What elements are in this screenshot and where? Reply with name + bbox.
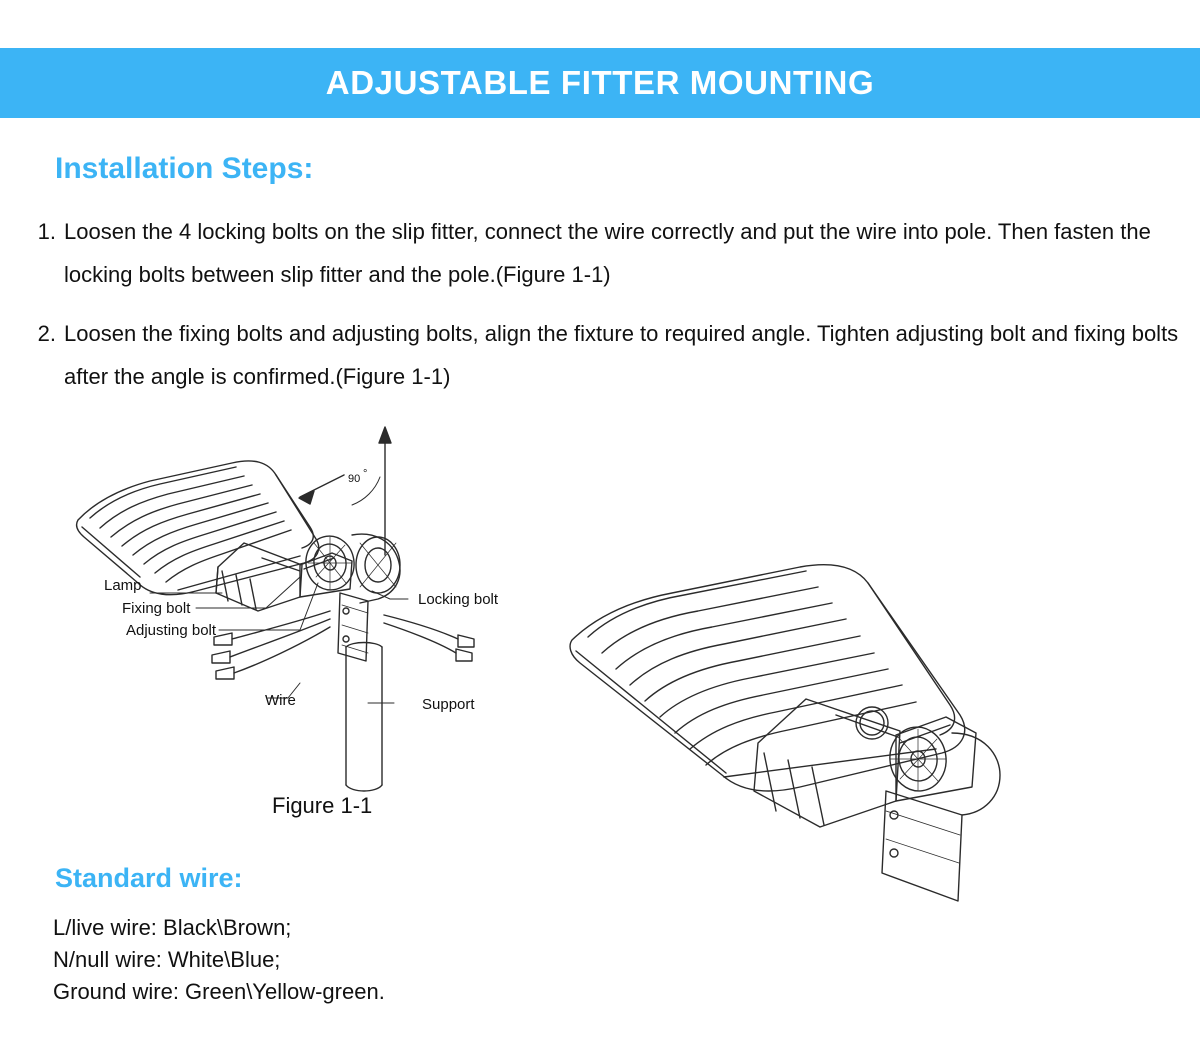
callout-label-support: Support [422, 696, 475, 713]
lamp-housing-right [570, 565, 965, 791]
wire-line-ground: Ground wire: Green\Yellow-green. [53, 979, 385, 1004]
list-item [24, 312, 1184, 398]
callout-label-wire: Wire [265, 692, 296, 709]
figure-caption: Figure 1-1 [272, 793, 373, 818]
wire-line-live: L/live wire: Black\Brown; [53, 915, 292, 940]
installation-steps-heading: Installation Steps: [55, 152, 314, 185]
step-number: 2. [37, 321, 56, 346]
angle-unit-label: ° [363, 468, 368, 480]
step-text: Loosen the 4 locking bolts on the slip fitter, connect the wire correctly and put the wire into pole. Then fasten the locking bolts between slip fitter and the pole.(Figure 1-1) [64, 219, 1151, 287]
installation-steps-list [24, 210, 1184, 414]
figure-area [0, 415, 1200, 855]
callout-leaders [150, 577, 408, 703]
standard-wire-heading: Standard wire: [55, 863, 243, 893]
standard-wire-list [53, 912, 385, 1008]
page-title: ADJUSTABLE FITTER MOUNTING [325, 64, 875, 101]
callout-label-fixing-bolt: Fixing bolt [122, 600, 191, 617]
support-pole [346, 643, 382, 792]
slip-fitter-right [882, 733, 1000, 901]
slip-fitter [338, 534, 400, 661]
step-number: 1. [37, 219, 56, 244]
list-item [24, 210, 1184, 296]
wire-line-null: N/null wire: White\Blue; [53, 947, 281, 972]
callout-label-adjusting-bolt: Adjusting bolt [126, 622, 217, 639]
driver-box-right [754, 699, 976, 827]
callout-label-lamp: Lamp [104, 577, 142, 594]
angle-label: 90 [348, 473, 361, 485]
page-banner [0, 48, 1200, 118]
driver-box [216, 543, 352, 611]
callout-label-locking-bolt: Locking bolt [418, 591, 499, 608]
lamp-housing [77, 461, 319, 595]
step-text: Loosen the fixing bolts and adjusting bolts, align the fixture to required angle. Tighten adjusting bolt and fixing bolts after the angle is confirmed.(Figure 1-1) [64, 321, 1179, 389]
